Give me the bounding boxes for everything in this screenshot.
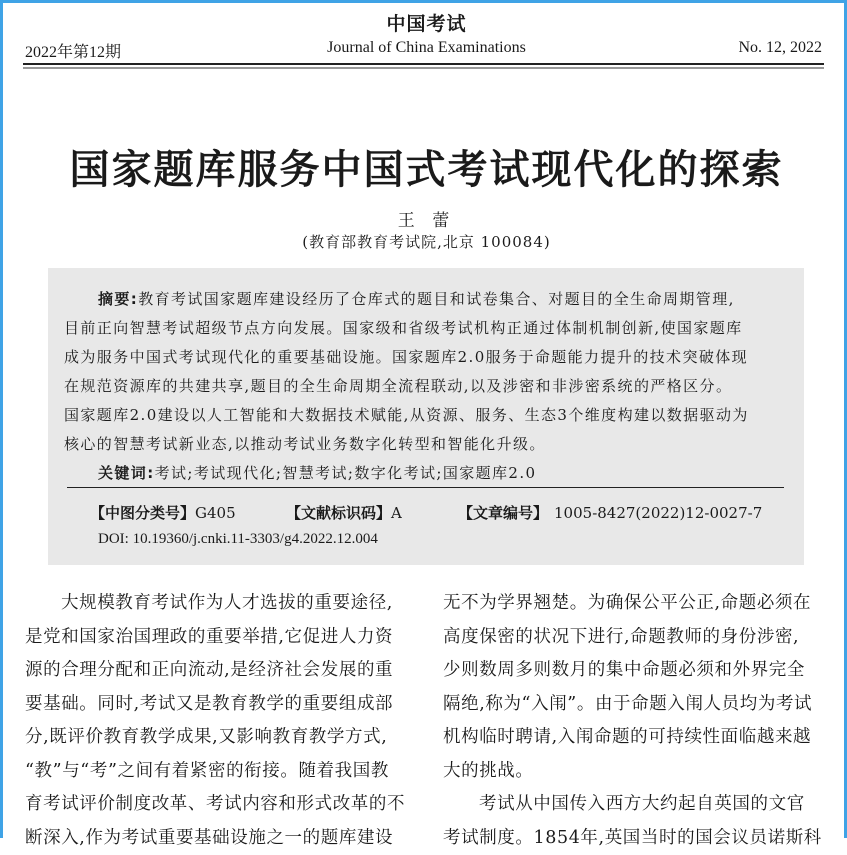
body-line: 隔绝,称为“入闱”。由于命题入闱人员均为考试 — [443, 688, 833, 722]
abstract-rule — [67, 487, 784, 488]
body-line: 要基础。同时,考试又是教育教学的重要组成部 — [25, 688, 415, 722]
body-line: 育考试评价制度改革、考试内容和形式改革的不 — [25, 788, 415, 822]
body-line: 考试从中国传入西方大约起自英国的文官 — [443, 788, 833, 822]
keywords-label: 关键词: — [98, 464, 155, 482]
abstract-line: 国家题库2.0建设以人工智能和大数据技术赋能,从资源、服务、生态3个维度构建以数据驱动为 — [64, 404, 749, 425]
abstract-line: 核心的智慧考试新业态,以推动考试业务数字化转型和智能化升级。 — [64, 433, 546, 454]
abstract-text: 教育考试国家题库建设经历了仓库式的题目和试卷集合、对题目的全生命周期管理, — [138, 290, 735, 308]
keywords-text: 考试;考试现代化;智慧考试;数字化考试;国家题库2.0 — [155, 464, 537, 482]
author: 王 蕾 — [3, 206, 847, 231]
body-line: 机构临时聘请,入闱命题的可持续性面临越来越 — [443, 721, 833, 755]
body-line: 大规模教育考试作为人才选拔的重要途径, — [25, 587, 415, 621]
doc-value: A — [391, 504, 402, 522]
body-line: 是党和国家治国理政的重要举措,它促进人力资 — [25, 621, 415, 655]
journal-name-en: Journal of China Examinations — [3, 39, 847, 57]
doc-label: 【文献标识码】 — [286, 504, 391, 522]
article-value: 1005-8427(2022)12-0027-7 — [548, 504, 762, 522]
article-label: 【文章编号】 — [458, 504, 548, 522]
header-rule-secondary — [23, 67, 824, 69]
body-line: 分,既评价教育教学成果,又影响教育教学方式, — [25, 721, 415, 755]
body-line: 考试制度。1854年,英国当时的国会议员诺斯科 — [443, 822, 833, 855]
doi: DOI: 10.19360/j.cnki.11-3303/g4.2022.12.004 — [98, 531, 378, 548]
abstract-line — [98, 288, 735, 309]
body-line: 少则数周多则数月的集中命题必须和外界完全 — [443, 654, 833, 688]
issue-en: No. 12, 2022 — [738, 39, 822, 57]
keywords — [98, 462, 536, 483]
clc-label: 【中图分类号】 — [90, 504, 195, 522]
journal-logo: 中国考试 — [3, 9, 847, 36]
body-line: “教”与“考”之间有着紧密的衔接。随着我国教 — [25, 755, 415, 789]
abstract-line: 在规范资源库的共建共享,题目的全生命周期全流程联动,以及涉密和非涉密系统的严格区分。 — [64, 375, 732, 396]
body-line: 高度保密的状况下进行,命题教师的身份涉密, — [443, 621, 833, 655]
body-column-left — [25, 587, 415, 855]
abstract-box — [48, 268, 804, 565]
body-column-right — [443, 587, 833, 855]
article-number — [458, 502, 762, 523]
abstract-label: 摘要: — [98, 290, 138, 308]
article-title: 国家题库服务中国式考试现代化的探索 — [3, 138, 847, 195]
body-line: 大的挑战。 — [443, 755, 833, 789]
abstract-line: 目前正向智慧考试超级节点方向发展。国家级和省级考试机构正通过体制机制创新,使国家题库 — [64, 317, 743, 338]
clc-number — [90, 502, 236, 523]
body-line: 断深入,作为考试重要基础设施之一的题库建设 — [25, 822, 415, 855]
header-rule — [23, 63, 824, 65]
document-code — [286, 502, 402, 523]
body-line: 无不为学界翘楚。为确保公平公正,命题必须在 — [443, 587, 833, 621]
body-line: 源的合理分配和正向流动,是经济社会发展的重 — [25, 654, 415, 688]
affiliation: (教育部教育考试院,北京 100084) — [3, 231, 847, 252]
issue-cn: 2022年第12期 — [25, 39, 121, 62]
abstract-line: 成为服务中国式考试现代化的重要基础设施。国家题库2.0服务于命题能力提升的技术突破体现 — [64, 346, 748, 367]
clc-value: G405 — [195, 504, 236, 522]
